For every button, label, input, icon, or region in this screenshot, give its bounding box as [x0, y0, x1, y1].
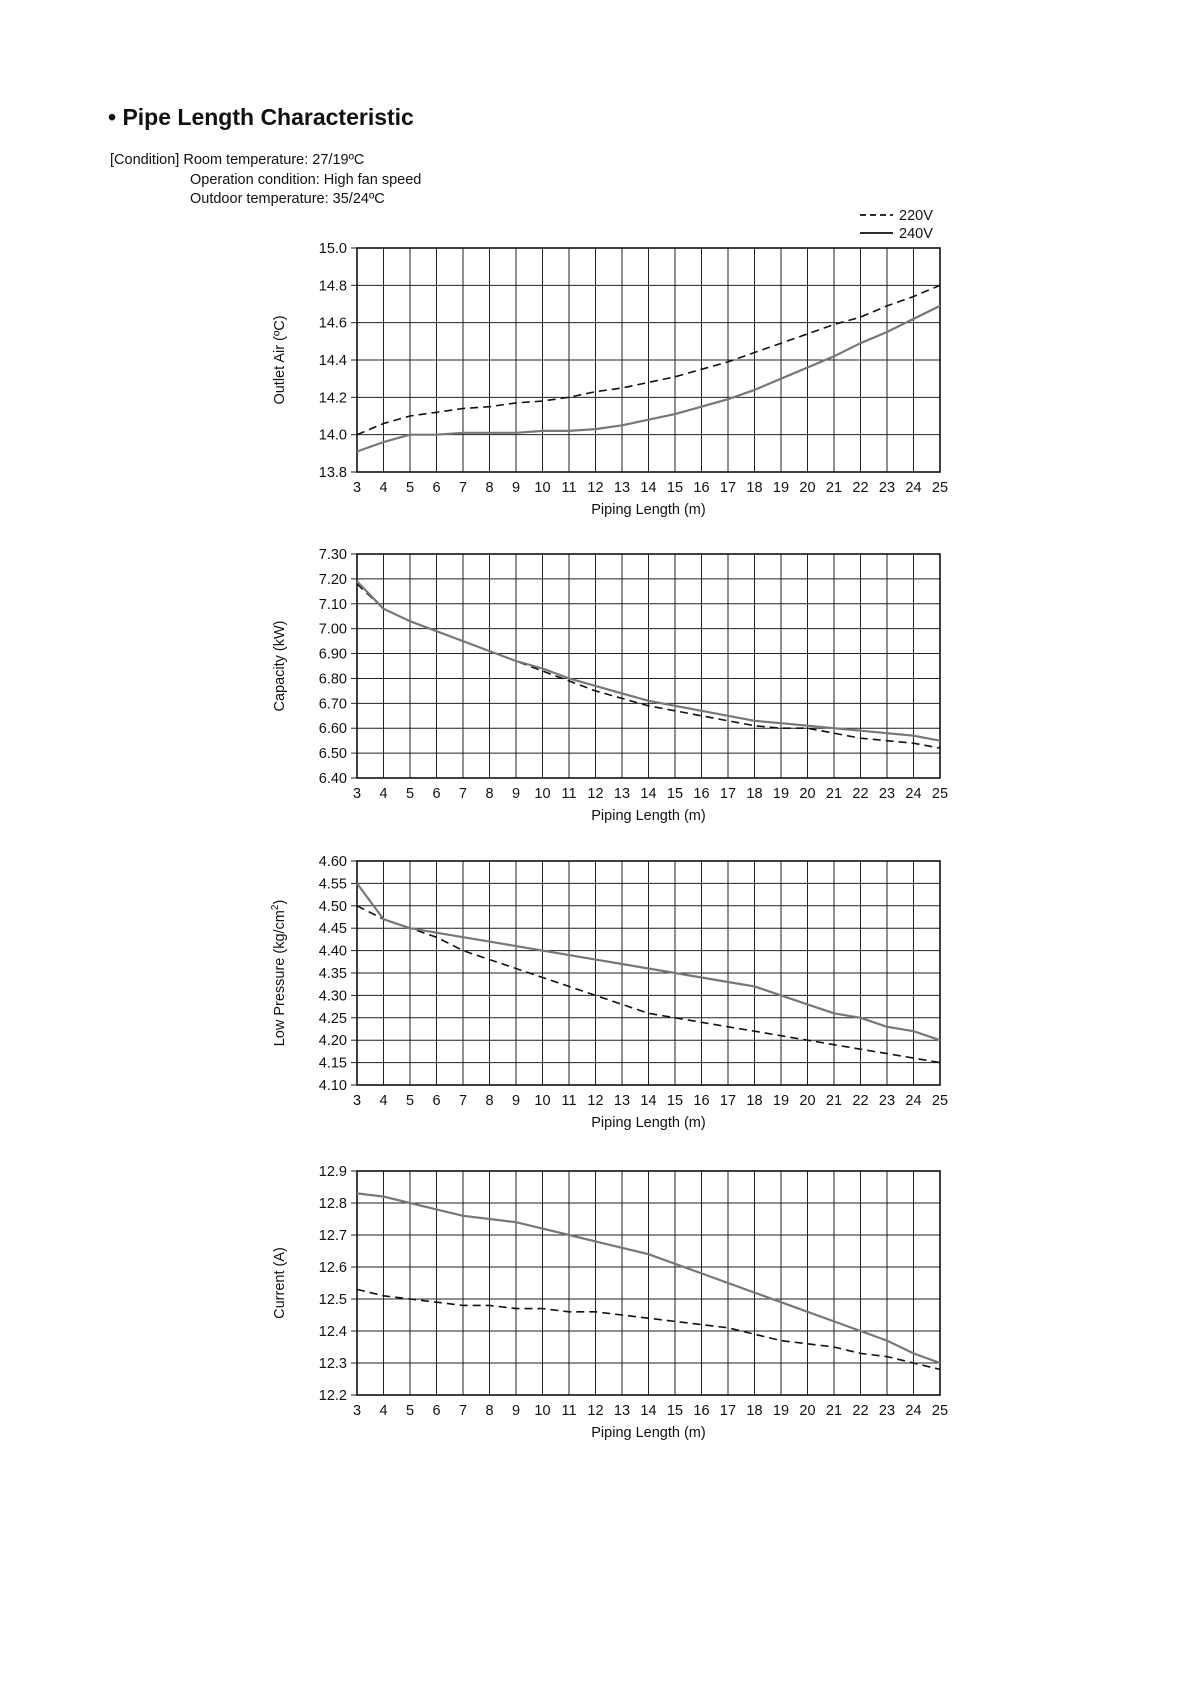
- condition-room-temperature: [Condition] Room temperature: 27/19ºC: [110, 152, 365, 168]
- x-tick-label: 4: [379, 786, 388, 802]
- x-tick-label: 3: [352, 480, 362, 496]
- x-tick-label: 22: [852, 786, 869, 802]
- x-tick-label: 5: [405, 1403, 415, 1419]
- y-tick-label: 14.6: [318, 315, 347, 332]
- page-title: • Pipe Length Characteristic: [108, 104, 414, 130]
- chart-1: [272, 241, 948, 518]
- x-tick-label: 3: [352, 1093, 362, 1109]
- condition-operation: Operation condition: High fan speed: [190, 171, 422, 188]
- y-tick-label: 6.60: [318, 721, 347, 738]
- x-tick-label: 17: [719, 1093, 737, 1109]
- x-tick-label: 16: [693, 480, 710, 496]
- y-tick-label: 4.50: [318, 898, 347, 915]
- y-tick-label: 4.25: [318, 1010, 347, 1027]
- x-tick-label: 19: [772, 1403, 790, 1419]
- x-tick-label: 18: [746, 1403, 763, 1419]
- y-tick-label: 4.20: [318, 1033, 347, 1050]
- condition-outdoor-temperature: Outdoor temperature: 35/24ºC: [190, 191, 385, 207]
- x-tick-label: 17: [719, 786, 737, 802]
- x-tick-label: 16: [693, 1093, 710, 1109]
- x-tick-label: 23: [878, 786, 896, 802]
- x-axis-label: Piping Length (m): [591, 1115, 706, 1131]
- x-tick-label: 15: [666, 786, 684, 802]
- x-tick-label: 6: [432, 1403, 441, 1419]
- x-tick-label: 14: [640, 1093, 657, 1109]
- x-tick-label: 21: [825, 786, 843, 802]
- y-tick-label: 14.8: [318, 278, 347, 295]
- x-tick-label: 19: [772, 480, 790, 496]
- x-tick-label: 17: [719, 1403, 737, 1419]
- x-tick-label: 19: [772, 786, 790, 802]
- x-tick-label: 13: [613, 1403, 631, 1419]
- x-tick-label: 23: [878, 480, 896, 496]
- y-tick-label: 12.3: [318, 1356, 347, 1372]
- x-tick-label: 12: [587, 1403, 604, 1419]
- y-tick-label: 6.70: [318, 696, 347, 713]
- x-tick-label: 8: [485, 480, 494, 496]
- y-tick-label: 4.60: [318, 854, 347, 870]
- y-tick-label: 13.8: [318, 465, 347, 481]
- x-tick-label: 13: [613, 786, 631, 802]
- y-tick-label: 6.40: [318, 771, 347, 787]
- x-tick-label: 12: [587, 1093, 604, 1109]
- x-tick-label: 15: [666, 1403, 684, 1419]
- x-tick-label: 20: [799, 1093, 816, 1109]
- x-tick-label: 9: [511, 1093, 521, 1109]
- y-tick-label: 4.45: [318, 921, 347, 938]
- x-tick-label: 7: [458, 1093, 468, 1109]
- y-axis-label-text: Outlet Air (ºC): [272, 315, 288, 405]
- y-tick-label: 4.55: [318, 876, 347, 893]
- chart-2: [272, 547, 948, 824]
- x-tick-label: 23: [878, 1403, 896, 1419]
- x-tick-label: 10: [534, 480, 551, 496]
- x-tick-label: 4: [379, 1403, 388, 1419]
- x-tick-label: 24: [905, 786, 922, 802]
- x-tick-label: 10: [534, 786, 551, 802]
- x-tick-label: 19: [772, 1093, 790, 1109]
- y-axis-label-tail: ): [272, 899, 288, 905]
- x-tick-label: 13: [613, 480, 631, 496]
- x-tick-label: 17: [719, 480, 737, 496]
- y-axis-label: [272, 620, 288, 711]
- x-tick-label: 5: [405, 480, 415, 496]
- x-tick-label: 9: [511, 786, 521, 802]
- x-tick-label: 8: [485, 1093, 494, 1109]
- y-tick-label: 14.4: [318, 353, 347, 369]
- x-tick-label: 10: [534, 1093, 551, 1109]
- y-tick-label: 6.50: [318, 746, 347, 763]
- y-tick-label: 4.30: [318, 988, 347, 1005]
- x-tick-label: 11: [561, 1093, 577, 1109]
- x-tick-label: 21: [825, 480, 843, 496]
- chart-4: [272, 1164, 948, 1441]
- x-tick-label: 14: [640, 786, 657, 802]
- y-tick-label: 12.8: [318, 1196, 347, 1212]
- x-tick-label: 16: [693, 786, 710, 802]
- x-tick-label: 18: [746, 786, 763, 802]
- y-tick-label: 6.80: [318, 671, 347, 688]
- x-tick-label: 25: [931, 1403, 949, 1419]
- x-tick-label: 23: [878, 1093, 896, 1109]
- x-tick-label: 21: [825, 1093, 843, 1109]
- x-tick-label: 6: [432, 786, 441, 802]
- y-tick-label: 7.20: [318, 571, 347, 588]
- y-tick-label: 12.6: [318, 1260, 347, 1276]
- x-tick-label: 12: [587, 786, 604, 802]
- x-tick-label: 14: [640, 480, 657, 496]
- x-tick-label: 6: [432, 480, 441, 496]
- x-tick-label: 24: [905, 480, 922, 496]
- y-tick-label: 4.15: [318, 1055, 347, 1072]
- y-tick-label: 4.40: [318, 943, 347, 960]
- legend: [860, 208, 933, 242]
- y-tick-label: 14.0: [318, 427, 347, 444]
- y-tick-label: 14.2: [318, 390, 347, 407]
- chart-3: [270, 854, 948, 1131]
- y-tick-label: 15.0: [318, 241, 347, 257]
- y-axis-label-text: Low Pressure (kg/cm: [272, 910, 288, 1047]
- x-tick-label: 22: [852, 1093, 869, 1109]
- y-tick-label: 6.90: [318, 646, 347, 663]
- x-axis-label: Piping Length (m): [591, 502, 706, 518]
- y-axis-label-superscript: 2: [270, 904, 281, 911]
- y-axis-label: [272, 315, 288, 404]
- x-tick-label: 25: [931, 1093, 949, 1109]
- x-tick-label: 20: [799, 786, 816, 802]
- x-tick-label: 15: [666, 1093, 684, 1109]
- x-tick-label: 16: [693, 1403, 710, 1419]
- x-tick-label: 5: [405, 786, 415, 802]
- x-tick-label: 11: [561, 786, 577, 802]
- legend-label-220v: 220V: [899, 208, 933, 224]
- y-axis-label-text: Current (A): [272, 1247, 288, 1319]
- y-tick-label: 12.4: [318, 1324, 347, 1340]
- y-tick-label: 4.10: [318, 1078, 347, 1094]
- x-tick-label: 25: [931, 480, 949, 496]
- x-tick-label: 15: [666, 480, 684, 496]
- y-tick-label: 7.00: [318, 621, 347, 638]
- x-tick-label: 9: [511, 1403, 521, 1419]
- x-tick-label: 7: [458, 786, 468, 802]
- x-tick-label: 4: [379, 1093, 388, 1109]
- x-tick-label: 13: [613, 1093, 631, 1109]
- x-tick-label: 3: [352, 786, 362, 802]
- x-tick-label: 9: [511, 480, 521, 496]
- y-tick-label: 7.10: [318, 596, 347, 613]
- x-tick-label: 25: [931, 786, 949, 802]
- x-tick-label: 22: [852, 480, 869, 496]
- x-tick-label: 21: [825, 1403, 843, 1419]
- x-tick-label: 5: [405, 1093, 415, 1109]
- y-tick-label: 12.9: [318, 1164, 347, 1180]
- x-tick-label: 7: [458, 1403, 468, 1419]
- y-tick-label: 12.2: [318, 1388, 347, 1404]
- x-tick-label: 14: [640, 1403, 657, 1419]
- x-tick-label: 7: [458, 480, 468, 496]
- x-tick-label: 6: [432, 1093, 441, 1109]
- x-tick-label: 4: [379, 480, 388, 496]
- y-tick-label: 12.7: [318, 1228, 347, 1244]
- x-tick-label: 11: [561, 480, 577, 496]
- legend-label-240v: 240V: [899, 226, 933, 242]
- y-tick-label: 7.30: [318, 547, 347, 563]
- x-tick-label: 12: [587, 480, 604, 496]
- x-tick-label: 10: [534, 1403, 551, 1419]
- x-axis-label: Piping Length (m): [591, 1425, 706, 1441]
- x-tick-label: 20: [799, 1403, 816, 1419]
- x-tick-label: 22: [852, 1403, 869, 1419]
- y-axis-label-text: Capacity (kW): [272, 620, 288, 712]
- x-tick-label: 24: [905, 1403, 922, 1419]
- x-tick-label: 8: [485, 786, 494, 802]
- x-tick-label: 18: [746, 480, 763, 496]
- x-tick-label: 18: [746, 1093, 763, 1109]
- x-tick-label: 20: [799, 480, 816, 496]
- x-tick-label: 24: [905, 1093, 922, 1109]
- x-tick-label: 11: [561, 1403, 577, 1419]
- x-tick-label: 3: [352, 1403, 362, 1419]
- y-tick-label: 4.35: [318, 966, 347, 982]
- x-tick-label: 8: [485, 1403, 494, 1419]
- x-axis-label: Piping Length (m): [591, 808, 706, 824]
- y-axis-label: [272, 1247, 288, 1319]
- y-axis-label: [270, 900, 288, 1047]
- y-tick-label: 12.5: [318, 1292, 347, 1308]
